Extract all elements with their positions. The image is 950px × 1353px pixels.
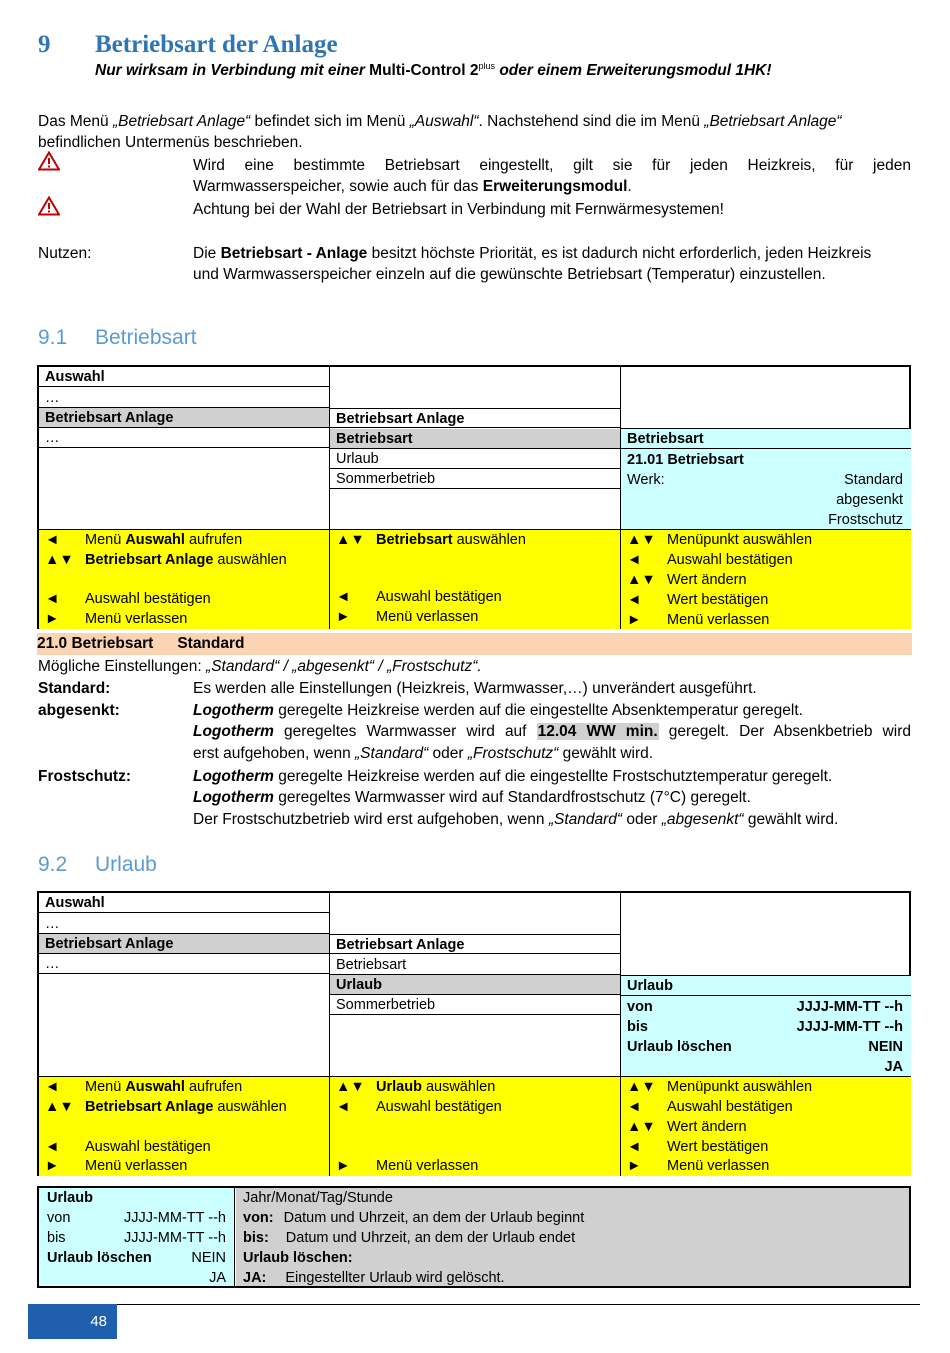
submenu-title: Betriebsart Anlage <box>330 408 620 428</box>
submenu-item: Urlaub <box>330 449 620 469</box>
def-text-standard: Es werden alle Einstellungen (Heizkreis, Warmwasser,…) unverändert ausgeführt. <box>193 680 757 697</box>
submenu-item: Sommerbetrieb <box>330 469 620 489</box>
key-help-3: ▲▼ Menüpunkt auswählen ◄ Auswahl bestätigen ▲▼ Wert ändern ◄ Wert bestätigen ► Menü verlassen <box>621 1076 911 1176</box>
def-label-standard: Standard: <box>38 680 111 697</box>
parameter-header: 21.0 Betriebsart Standard <box>37 633 912 655</box>
menu-item: … <box>39 914 329 934</box>
def-text-abgesenkt: Logotherm geregelte Heizkreise werden auf die eingestellte Absenktemperatur geregelt. Logotherm geregeltes Warmwasser wird auf 12.04 WW min. geregelt. Der Absenkbetrieb wird erst aufgehoben, wenn „Standard“ oder „Frostschutz“ gewählt wird. <box>193 702 911 762</box>
page-number: 48 <box>28 1304 117 1339</box>
submenu-title: Betriebsart Anlage <box>330 934 620 954</box>
menu-item: … <box>39 428 329 448</box>
def-label-abgesenkt: abgesenkt: <box>38 702 120 719</box>
parameter-panel: Betriebsart 21.01 Betriebsart Werk: Standard abgesenkt Frostschutz <box>621 428 911 529</box>
submenu-item-selected: Betriebsart <box>330 429 620 449</box>
key-help-2: ▲▼ Betriebsart auswählen ◄ Auswahl bestätigen ► Menü verlassen <box>330 529 620 629</box>
submenu-item: Betriebsart <box>330 955 620 975</box>
warning-icon <box>38 151 60 171</box>
key-help-2: ▲▼ Urlaub auswählen ◄ Auswahl bestätigen ► Menü verlassen <box>330 1076 620 1176</box>
warning-icon <box>38 196 60 216</box>
section-number: 9.1 <box>38 326 68 349</box>
parameter-panel: Urlaub von JJJJ-MM-TT --h bis JJJJ-MM-TT --h Urlaub löschen NEIN JA <box>621 975 911 1076</box>
def-text-frostschutz: Logotherm geregelte Heizkreise werden auf die eingestellte Frostschutztemperatur geregelt. Logotherm geregeltes Warmwasser wird auf Standardfrostschutz (7°C) geregelt. Der Frostschutzbetrieb wird erst aufgehoben, wenn „Standard“ oder „abgesenkt“ gewählt wird. <box>193 768 839 828</box>
possible-settings: Mögliche Einstellungen: „Standard“ / „abgesenkt“ / „Frostschutz“. <box>38 658 482 675</box>
submenu-item: Sommerbetrieb <box>330 995 620 1015</box>
key-help-3: ▲▼ Menüpunkt auswählen ◄ Auswahl bestätigen ▲▼ Wert ändern ◄ Wert bestätigen ► Menü verlassen <box>621 529 911 629</box>
chapter-title: Betriebsart der Anlage <box>95 31 338 58</box>
urlaub-legend-left: Urlaub von JJJJ-MM-TT --h bis JJJJ-MM-TT --h Urlaub löschen NEIN JA <box>39 1188 235 1286</box>
key-help-1: ◄ Menü Auswahl aufrufen ▲▼ Betriebsart Anlage auswählen ◄ Auswahl bestätigen ► Menü verlassen <box>39 529 329 629</box>
menu-item: Auswahl <box>39 893 329 913</box>
urlaub-legend-right: Jahr/Monat/Tag/Stunde von: Datum und Uhrzeit, an dem der Urlaub beginnt bis: Datum und Uhrzeit, an dem der Urlaub endet Urlaub löschen: JA: Eingestellter Urlaub wird gelöscht. <box>236 1188 909 1286</box>
menu-table-betriebsart <box>37 365 911 629</box>
chapter-number: 9 <box>38 31 51 58</box>
def-label-frostschutz: Frostschutz: <box>38 768 131 785</box>
urlaub-legend-table <box>37 1186 911 1288</box>
section-title: Betriebsart <box>95 326 197 349</box>
section-title: Urlaub <box>95 853 157 876</box>
submenu-item-selected: Urlaub <box>330 975 620 995</box>
warning-text-2: Achtung bei der Wahl der Betriebsart in Verbindung mit Fernwärmesystemen! <box>193 201 724 218</box>
menu-table-urlaub <box>37 891 911 1176</box>
section-number: 9.2 <box>38 853 68 876</box>
key-help-1: ◄ Menü Auswahl aufrufen ▲▼ Betriebsart Anlage auswählen ◄ Auswahl bestätigen ► Menü verlassen <box>39 1076 329 1176</box>
menu-item: … <box>39 954 329 974</box>
nutzen-text: Die Betriebsart - Anlage besitzt höchste Priorität, es ist dadurch nicht erforderlich, jeden Heizkreis und Warmwasserspeicher einzeln auf die gewünschte Betriebsart (Temperatur) einzustellen. <box>193 245 872 284</box>
menu-item: Auswahl <box>39 367 329 387</box>
nutzen-label: Nutzen: <box>38 245 92 262</box>
menu-item: … <box>39 388 329 408</box>
menu-item-selected: Betriebsart Anlage <box>39 408 329 428</box>
menu-item-selected: Betriebsart Anlage <box>39 934 329 954</box>
warning-text-1: Wird eine bestimmte Betriebsart eingestellt, gilt sie für jeden Heizkreis, für jeden Warmwasserspeicher, sowie auch für das Erweiterungsmodul. <box>193 157 911 196</box>
footer-rule <box>117 1304 920 1305</box>
intro-text: Das Menü „Betriebsart Anlage“ befindet sich im Menü „Auswahl“. Nachstehend sind die im Menü „Betriebsart Anlage“ befindlichen Untermenüs beschrieben. <box>38 113 842 152</box>
chapter-subtitle: Nur wirksam in Verbindung mit einer Multi-Control $2^{plus}$ oder einem Erweiterungsmodul 1HK! <box>95 61 772 80</box>
